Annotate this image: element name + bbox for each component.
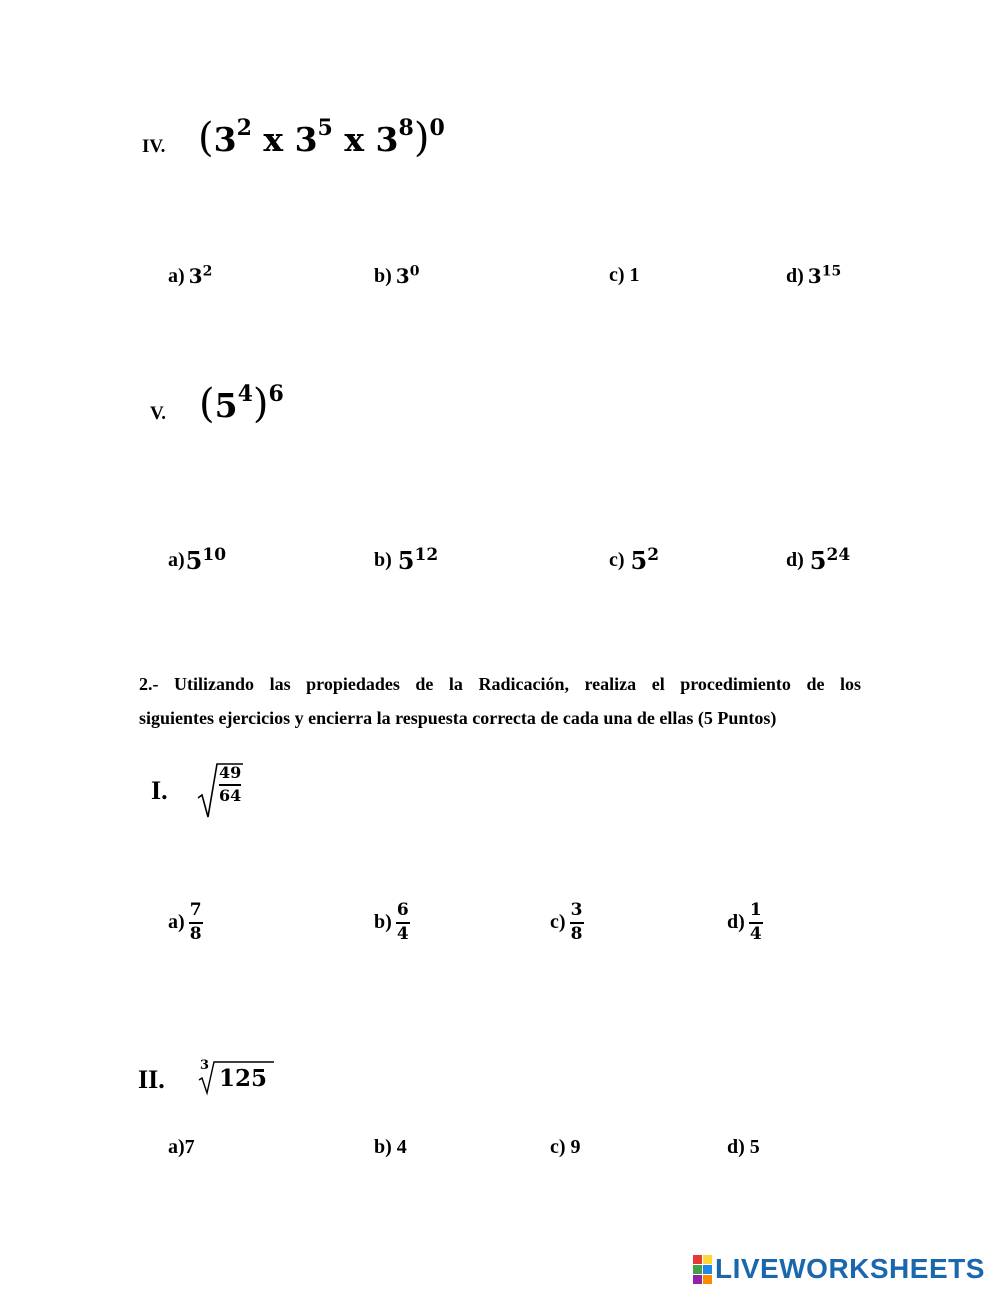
fraction-denominator: 4 [396, 923, 409, 944]
instructions-line-2: siguientes ejercicios y encierra la respuesta correcta de cada una de ellas (5 Puntos) [139, 708, 777, 728]
iv-base-2: 3 [294, 120, 318, 159]
ii-option-c[interactable] [550, 1136, 581, 1159]
ii-option-d[interactable] [727, 1136, 760, 1159]
logo-tile [693, 1275, 702, 1284]
option-exp: 15 [821, 263, 842, 280]
logo-tile [703, 1265, 712, 1274]
fraction-numerator: 7 [189, 900, 202, 920]
option-label: b) [374, 911, 392, 934]
option-exp: 2 [647, 545, 660, 565]
fraction-numerator: 6 [396, 900, 409, 920]
i-option-a[interactable] [168, 902, 203, 944]
root-index: 3 [200, 1058, 210, 1073]
instructions-line-1: 2.- Utilizando las propiedades de la Radicación, realiza el procedimiento de los [139, 674, 861, 694]
iv-exp-3: 8 [398, 115, 414, 141]
iv-times-1: x [263, 120, 284, 159]
fraction-numerator: 49 [219, 763, 242, 782]
option-exp: 0 [409, 263, 420, 280]
logo-tile [693, 1255, 702, 1264]
v-base: 5 [214, 386, 238, 425]
iv-option-d[interactable] [786, 264, 841, 288]
option-value: 5 [749, 1136, 760, 1158]
option-exp: 24 [826, 545, 851, 565]
logo-tiles-icon [693, 1255, 712, 1284]
iv-exp-2: 5 [317, 115, 333, 141]
option-label: a) [168, 549, 185, 571]
radicand-fraction [219, 765, 241, 805]
v-option-a[interactable] [168, 546, 226, 575]
option-exp: 2 [202, 263, 213, 280]
iv-outer-exp: 0 [429, 115, 445, 141]
v-outer-exp: 6 [268, 381, 284, 407]
v-option-b[interactable] [374, 546, 438, 575]
v-option-c[interactable] [609, 546, 659, 575]
option-label: c) [550, 1136, 566, 1158]
item-v-expression: $(5^4)^6$ [199, 381, 284, 427]
iv-option-a[interactable] [168, 264, 212, 288]
logo-text: LIVEWORKSHEETS [715, 1253, 985, 1284]
option-base: 3 [807, 264, 822, 288]
option-base: 3 [188, 264, 203, 288]
option-value: 7 [184, 1136, 195, 1158]
logo-tile [693, 1265, 702, 1274]
iv-option-b[interactable] [374, 264, 419, 288]
option-base: 5 [185, 546, 203, 575]
item-v-label: V. [150, 403, 167, 424]
option-label: a) [168, 264, 185, 287]
option-base: 5 [397, 546, 415, 575]
radical-i-label: I. [151, 776, 168, 805]
logo-tile [703, 1255, 712, 1264]
i-option-d[interactable] [727, 902, 763, 944]
iv-base-1: 3 [213, 120, 237, 159]
v-option-d[interactable] [786, 546, 850, 575]
option-label: d) [727, 1136, 745, 1158]
option-label: d) [786, 549, 804, 571]
option-exp: 10 [202, 545, 227, 565]
option-base: 5 [630, 546, 648, 575]
item-iv-expression: ($3^2$ x $3^5$ x $3^8)^0$ [198, 115, 445, 161]
item-iv-label: IV. [142, 136, 166, 157]
section-2-instructions [139, 667, 861, 735]
radical-ii-label: II. [138, 1065, 165, 1094]
fraction-numerator: 3 [570, 900, 583, 920]
option-value: 9 [570, 1136, 581, 1158]
option-label: c) [550, 911, 566, 934]
iv-base-3: 3 [375, 120, 399, 159]
option-base: 3 [395, 264, 410, 288]
ii-option-a[interactable] [168, 1136, 195, 1159]
option-label: b) [374, 549, 392, 571]
option-label: c) [609, 264, 625, 286]
i-option-b[interactable] [374, 902, 410, 944]
option-label: a) [168, 911, 185, 934]
option-value: 1 [629, 264, 640, 286]
iv-option-c[interactable] [609, 264, 640, 287]
option-label: a) [168, 1136, 185, 1158]
option-label: b) [374, 264, 392, 287]
fraction-denominator: 8 [189, 923, 202, 944]
option-exp: 12 [414, 545, 439, 565]
option-base: 5 [809, 546, 827, 575]
ii-option-b[interactable] [374, 1136, 407, 1159]
radical-ii-expression [198, 1060, 278, 1096]
liveworksheets-logo[interactable] [693, 1253, 985, 1285]
option-value: 4 [396, 1136, 407, 1158]
v-inner-exp: 4 [237, 381, 253, 407]
option-label: c) [609, 549, 625, 571]
fraction-denominator: 64 [219, 785, 242, 805]
iv-exp-1: 2 [236, 115, 252, 141]
i-option-c[interactable] [550, 902, 584, 944]
option-label: b) [374, 1136, 392, 1158]
fraction-denominator: 8 [570, 923, 583, 944]
fraction-denominator: 4 [749, 923, 762, 944]
logo-tile [703, 1275, 712, 1284]
option-label: d) [786, 264, 804, 287]
fraction-numerator: 1 [749, 900, 762, 920]
radicand: 125 [219, 1065, 268, 1092]
iv-times-2: x [344, 120, 365, 159]
option-label: d) [727, 911, 745, 934]
